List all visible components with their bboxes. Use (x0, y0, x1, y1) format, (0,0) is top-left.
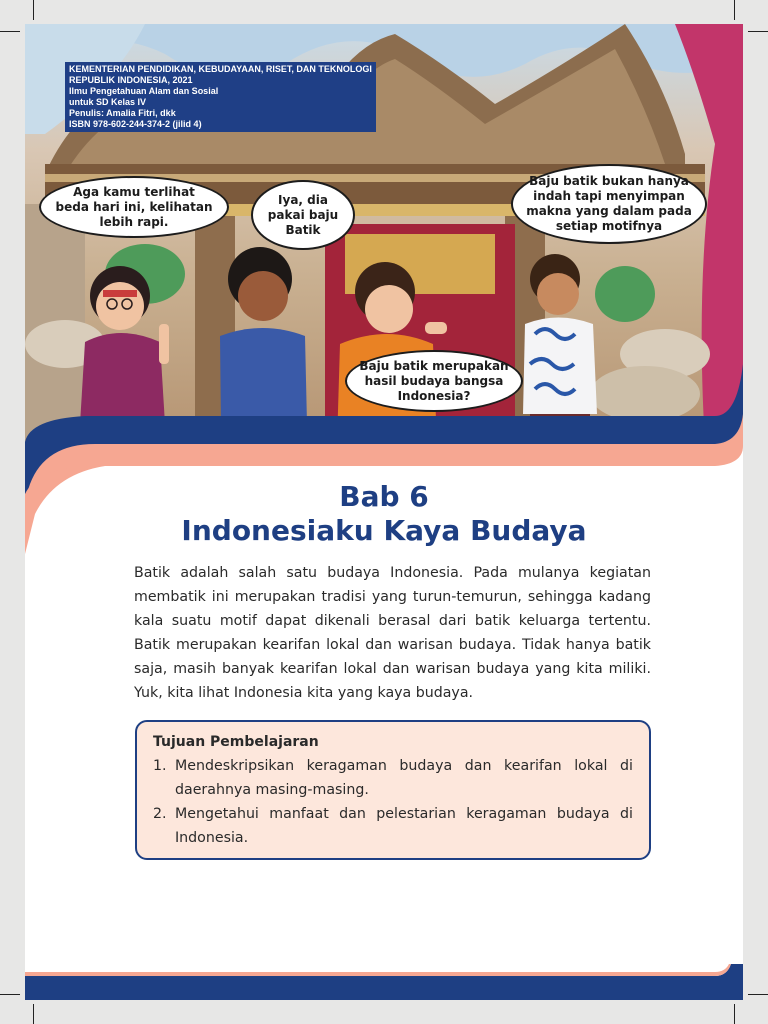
bubble-line: beda hari ini, kelihatan (55, 199, 213, 214)
crop-mark (748, 994, 768, 995)
bubble-line: Aga kamu terlihat (73, 184, 195, 199)
learning-goals-list (153, 754, 633, 850)
bubble-line: Indonesia? (397, 388, 471, 403)
credit-line: KEMENTERIAN PENDIDIKAN, KEBUDAYAAN, RISET, DAN TEKNOLOGI (69, 64, 372, 74)
book-page (25, 24, 743, 1000)
bubble-line: Baju batik bukan hanya (529, 174, 689, 188)
credit-line: untuk SD Kelas IV (69, 97, 147, 107)
crop-mark (734, 1004, 735, 1024)
bubble-line: hasil budaya bangsa (364, 373, 504, 388)
chapter-number: Bab 6 (339, 480, 429, 513)
list-item (153, 754, 633, 802)
crop-mark (0, 31, 20, 32)
bubble-line: makna yang dalam pada (526, 204, 692, 218)
bubble-line: Batik (285, 222, 321, 237)
learning-goals-box (135, 720, 651, 860)
bubble-line: lebih rapi. (99, 214, 169, 229)
crop-mark (33, 1004, 34, 1024)
credit-line: Penulis: Amalia Fitri, dkk (69, 108, 176, 118)
bubble-line: pakai baju (267, 207, 339, 222)
crop-mark (0, 994, 20, 995)
list-text: Mendeskripsikan keragaman budaya dan kearifan lokal di daerahnya masing-masing. (175, 758, 633, 798)
credit-line: REPUBLIK INDONESIA, 2021 (69, 75, 193, 85)
credit-line: Ilmu Pengetahuan Alam dan Sosial (69, 86, 219, 96)
list-item (153, 802, 633, 850)
list-number: 1. (153, 758, 167, 774)
bubble-line: Baju batik merupakan (359, 358, 509, 373)
footer-band (25, 964, 743, 1000)
crop-mark (748, 31, 768, 32)
crop-mark (33, 0, 34, 20)
speech-bubble-girl (39, 176, 229, 238)
intro-paragraph: Batik adalah salah satu budaya Indonesia. Pada mulanya kegiatan membatik ini merupakan tradisi yang turun-temurun, sehingga kadang kala suatu motif dapat dikenali berasal dari batik keluarga tertentu. Batik merupakan kearifan lokal dan warisan budaya. Tidak hanya batik saja, masih banyak kearifan lokal dan warisan budaya yang kita miliki. Yuk, kita lihat Indonesia kita yang kaya budaya. (134, 565, 651, 701)
list-text: Mengetahui manfaat dan pelestarian keragaman budaya di Indonesia. (175, 806, 633, 846)
bubble-line: setiap motifnya (555, 219, 663, 233)
chapter-title: Indonesiaku Kaya Budaya (181, 514, 587, 547)
bubble-line: Iya, dia (278, 192, 328, 207)
learning-goals-heading: Tujuan Pembelajaran (153, 734, 319, 750)
publication-credit (65, 62, 376, 132)
bubble-line: indah tapi menyimpan (533, 189, 685, 203)
speech-bubble-boy-batik (511, 164, 707, 244)
crop-mark (734, 0, 735, 20)
list-number: 2. (153, 806, 167, 822)
speech-bubble-boy-blue (251, 180, 355, 250)
credit-line: ISBN 978-602-244-374-2 (jilid 4) (69, 119, 202, 129)
